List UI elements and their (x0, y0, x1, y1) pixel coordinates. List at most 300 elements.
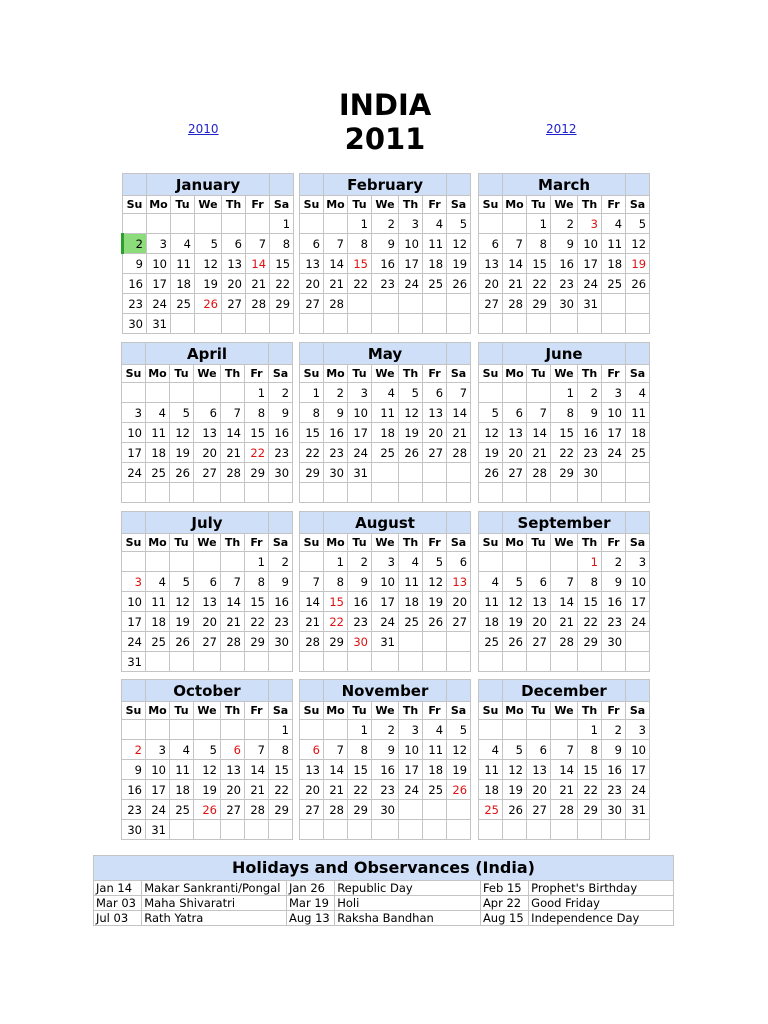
day-cell[interactable]: 25 (170, 800, 194, 820)
day-cell[interactable]: 27 (194, 632, 221, 652)
day-cell[interactable]: 11 (626, 403, 650, 423)
day-cell[interactable]: 15 (324, 592, 348, 612)
day-cell[interactable]: 1 (578, 552, 602, 572)
day-cell[interactable]: 26 (399, 443, 423, 463)
day-cell[interactable]: 29 (300, 463, 324, 483)
day-cell[interactable]: 28 (221, 632, 245, 652)
day-cell[interactable]: 3 (399, 720, 423, 740)
day-cell[interactable]: 2 (602, 720, 626, 740)
day-cell[interactable]: 27 (503, 463, 527, 483)
day-cell[interactable]: 16 (324, 423, 348, 443)
day-cell[interactable]: 13 (300, 760, 324, 780)
day-cell[interactable]: 6 (527, 740, 551, 760)
day-cell[interactable]: 26 (423, 612, 447, 632)
day-cell[interactable]: 3 (122, 403, 146, 423)
day-cell[interactable]: 7 (447, 383, 471, 403)
day-cell[interactable]: 7 (324, 740, 348, 760)
day-cell[interactable]: 30 (348, 632, 372, 652)
day-cell[interactable]: 6 (194, 572, 221, 592)
day-cell[interactable]: 25 (423, 274, 447, 294)
day-cell[interactable]: 25 (146, 463, 170, 483)
day-cell[interactable]: 15 (300, 423, 324, 443)
day-cell[interactable]: 28 (246, 294, 270, 314)
day-cell[interactable]: 30 (602, 800, 626, 820)
day-cell[interactable]: 10 (122, 592, 146, 612)
day-cell[interactable]: 16 (551, 254, 578, 274)
day-cell[interactable]: 31 (372, 632, 399, 652)
day-cell[interactable]: 29 (245, 463, 269, 483)
day-cell[interactable]: 1 (245, 552, 269, 572)
day-cell[interactable]: 6 (221, 740, 245, 760)
day-cell[interactable]: 8 (269, 740, 293, 760)
day-cell[interactable]: 24 (626, 780, 650, 800)
day-cell[interactable]: 11 (146, 592, 170, 612)
day-cell[interactable]: 6 (222, 234, 246, 254)
day-cell[interactable]: 29 (578, 800, 602, 820)
day-cell[interactable]: 7 (245, 740, 269, 760)
day-cell[interactable]: 26 (170, 463, 194, 483)
day-cell[interactable]: 12 (479, 423, 503, 443)
day-cell[interactable]: 17 (372, 592, 399, 612)
day-cell[interactable]: 20 (503, 443, 527, 463)
day-cell[interactable]: 18 (399, 592, 423, 612)
day-cell[interactable]: 21 (245, 780, 269, 800)
day-cell[interactable]: 27 (527, 800, 551, 820)
day-cell[interactable]: 12 (423, 572, 447, 592)
day-cell[interactable]: 18 (170, 780, 194, 800)
day-cell[interactable]: 10 (372, 572, 399, 592)
day-cell[interactable]: 10 (578, 234, 602, 254)
day-cell[interactable]: 2 (578, 383, 602, 403)
day-cell[interactable]: 1 (269, 720, 293, 740)
day-cell[interactable]: 4 (602, 214, 626, 234)
day-cell[interactable]: 28 (527, 463, 551, 483)
day-cell[interactable]: 15 (348, 760, 372, 780)
day-cell[interactable]: 22 (269, 780, 293, 800)
day-cell[interactable]: 27 (221, 800, 245, 820)
day-cell[interactable]: 18 (602, 254, 626, 274)
day-cell[interactable]: 3 (372, 552, 399, 572)
day-cell[interactable]: 9 (122, 760, 146, 780)
day-cell[interactable]: 9 (602, 572, 626, 592)
day-cell[interactable]: 16 (348, 592, 372, 612)
day-cell[interactable]: 4 (170, 740, 194, 760)
day-cell[interactable]: 6 (527, 572, 551, 592)
day-cell[interactable]: 23 (602, 780, 626, 800)
day-cell[interactable]: 13 (221, 760, 245, 780)
day-cell[interactable]: 13 (503, 423, 527, 443)
day-cell[interactable]: 12 (503, 592, 527, 612)
day-cell[interactable]: 20 (300, 780, 324, 800)
day-cell[interactable]: 4 (479, 572, 503, 592)
day-cell[interactable]: 28 (300, 632, 324, 652)
day-cell[interactable]: 17 (626, 592, 650, 612)
day-cell[interactable]: 10 (399, 234, 423, 254)
day-cell[interactable]: 2 (551, 214, 578, 234)
day-cell[interactable]: 21 (246, 274, 270, 294)
day-cell[interactable]: 12 (170, 423, 194, 443)
day-cell[interactable]: 31 (146, 820, 170, 840)
day-cell[interactable]: 12 (194, 760, 221, 780)
day-cell[interactable]: 4 (479, 740, 503, 760)
day-cell[interactable]: 31 (578, 294, 602, 314)
day-cell[interactable]: 3 (146, 740, 170, 760)
day-cell[interactable]: 4 (626, 383, 650, 403)
day-cell[interactable]: 9 (269, 572, 293, 592)
today-cell[interactable]: 2 (123, 234, 147, 254)
day-cell[interactable]: 31 (122, 652, 146, 672)
day-cell[interactable]: 29 (348, 800, 372, 820)
day-cell[interactable]: 26 (195, 294, 222, 314)
day-cell[interactable]: 27 (479, 294, 503, 314)
day-cell[interactable]: 24 (122, 463, 146, 483)
day-cell[interactable]: 22 (324, 612, 348, 632)
day-cell[interactable]: 5 (194, 740, 221, 760)
day-cell[interactable]: 10 (122, 423, 146, 443)
day-cell[interactable]: 6 (423, 383, 447, 403)
day-cell[interactable]: 7 (503, 234, 527, 254)
day-cell[interactable]: 13 (479, 254, 503, 274)
day-cell[interactable]: 31 (626, 800, 650, 820)
day-cell[interactable]: 8 (270, 234, 294, 254)
day-cell[interactable]: 22 (578, 780, 602, 800)
day-cell[interactable]: 12 (447, 740, 471, 760)
day-cell[interactable]: 16 (372, 760, 399, 780)
day-cell[interactable]: 2 (348, 552, 372, 572)
day-cell[interactable]: 7 (246, 234, 270, 254)
day-cell[interactable]: 9 (602, 740, 626, 760)
day-cell[interactable]: 26 (503, 800, 527, 820)
day-cell[interactable]: 15 (348, 254, 372, 274)
day-cell[interactable]: 21 (551, 612, 578, 632)
day-cell[interactable]: 9 (372, 740, 399, 760)
day-cell[interactable]: 8 (348, 740, 372, 760)
day-cell[interactable]: 3 (578, 214, 602, 234)
day-cell[interactable]: 24 (602, 443, 626, 463)
day-cell[interactable]: 28 (324, 800, 348, 820)
day-cell[interactable]: 7 (551, 572, 578, 592)
day-cell[interactable]: 8 (578, 572, 602, 592)
day-cell[interactable]: 19 (447, 254, 471, 274)
day-cell[interactable]: 23 (602, 612, 626, 632)
day-cell[interactable]: 14 (527, 423, 551, 443)
day-cell[interactable]: 17 (626, 760, 650, 780)
day-cell[interactable]: 2 (324, 383, 348, 403)
day-cell[interactable]: 5 (447, 214, 471, 234)
day-cell[interactable]: 17 (602, 423, 626, 443)
day-cell[interactable]: 23 (372, 274, 399, 294)
day-cell[interactable]: 16 (372, 254, 399, 274)
day-cell[interactable]: 11 (479, 760, 503, 780)
day-cell[interactable]: 25 (423, 780, 447, 800)
day-cell[interactable]: 19 (423, 592, 447, 612)
day-cell[interactable]: 8 (324, 572, 348, 592)
day-cell[interactable]: 22 (551, 443, 578, 463)
day-cell[interactable]: 12 (195, 254, 222, 274)
day-cell[interactable]: 7 (324, 234, 348, 254)
day-cell[interactable]: 10 (602, 403, 626, 423)
day-cell[interactable]: 5 (626, 214, 650, 234)
day-cell[interactable]: 19 (503, 780, 527, 800)
day-cell[interactable]: 18 (146, 443, 170, 463)
day-cell[interactable]: 6 (503, 403, 527, 423)
day-cell[interactable]: 16 (123, 274, 147, 294)
day-cell[interactable]: 1 (578, 720, 602, 740)
day-cell[interactable]: 17 (578, 254, 602, 274)
day-cell[interactable]: 23 (269, 443, 293, 463)
day-cell[interactable]: 20 (222, 274, 246, 294)
day-cell[interactable]: 23 (578, 443, 602, 463)
day-cell[interactable]: 24 (122, 632, 146, 652)
day-cell[interactable]: 16 (269, 423, 293, 443)
day-cell[interactable]: 8 (527, 234, 551, 254)
day-cell[interactable]: 26 (170, 632, 194, 652)
day-cell[interactable]: 19 (503, 612, 527, 632)
day-cell[interactable]: 26 (447, 274, 471, 294)
day-cell[interactable]: 8 (245, 403, 269, 423)
day-cell[interactable]: 14 (447, 403, 471, 423)
day-cell[interactable]: 2 (372, 720, 399, 740)
day-cell[interactable]: 29 (527, 294, 551, 314)
day-cell[interactable]: 14 (221, 592, 245, 612)
day-cell[interactable]: 20 (447, 592, 471, 612)
day-cell[interactable]: 9 (551, 234, 578, 254)
day-cell[interactable]: 27 (423, 443, 447, 463)
day-cell[interactable]: 4 (146, 403, 170, 423)
day-cell[interactable]: 2 (602, 552, 626, 572)
day-cell[interactable]: 19 (479, 443, 503, 463)
day-cell[interactable]: 20 (194, 443, 221, 463)
day-cell[interactable]: 11 (170, 760, 194, 780)
day-cell[interactable]: 6 (300, 234, 324, 254)
day-cell[interactable]: 14 (551, 592, 578, 612)
day-cell[interactable]: 30 (123, 314, 147, 334)
day-cell[interactable]: 31 (147, 314, 171, 334)
day-cell[interactable]: 4 (146, 572, 170, 592)
day-cell[interactable]: 28 (503, 294, 527, 314)
day-cell[interactable]: 18 (171, 274, 195, 294)
day-cell[interactable]: 7 (551, 740, 578, 760)
day-cell[interactable]: 29 (269, 800, 293, 820)
day-cell[interactable]: 5 (170, 572, 194, 592)
day-cell[interactable]: 18 (372, 423, 399, 443)
day-cell[interactable]: 25 (399, 612, 423, 632)
day-cell[interactable]: 5 (503, 740, 527, 760)
day-cell[interactable]: 16 (122, 780, 146, 800)
day-cell[interactable]: 13 (447, 572, 471, 592)
day-cell[interactable]: 27 (527, 632, 551, 652)
day-cell[interactable]: 14 (324, 760, 348, 780)
day-cell[interactable]: 25 (626, 443, 650, 463)
day-cell[interactable]: 30 (324, 463, 348, 483)
day-cell[interactable]: 5 (170, 403, 194, 423)
day-cell[interactable]: 24 (626, 612, 650, 632)
day-cell[interactable]: 3 (399, 214, 423, 234)
day-cell[interactable]: 26 (479, 463, 503, 483)
day-cell[interactable]: 29 (245, 632, 269, 652)
day-cell[interactable]: 22 (245, 443, 269, 463)
day-cell[interactable]: 18 (626, 423, 650, 443)
day-cell[interactable]: 4 (399, 552, 423, 572)
day-cell[interactable]: 8 (348, 234, 372, 254)
day-cell[interactable]: 10 (348, 403, 372, 423)
day-cell[interactable]: 13 (527, 592, 551, 612)
day-cell[interactable]: 21 (324, 780, 348, 800)
day-cell[interactable]: 19 (170, 612, 194, 632)
day-cell[interactable]: 3 (122, 572, 146, 592)
day-cell[interactable]: 25 (171, 294, 195, 314)
day-cell[interactable]: 2 (122, 740, 146, 760)
day-cell[interactable]: 19 (170, 443, 194, 463)
day-cell[interactable]: 18 (423, 254, 447, 274)
day-cell[interactable]: 5 (503, 572, 527, 592)
day-cell[interactable]: 10 (147, 254, 171, 274)
day-cell[interactable]: 6 (300, 740, 324, 760)
day-cell[interactable]: 11 (602, 234, 626, 254)
day-cell[interactable]: 14 (245, 760, 269, 780)
day-cell[interactable]: 26 (194, 800, 221, 820)
day-cell[interactable]: 25 (146, 632, 170, 652)
day-cell[interactable]: 11 (423, 740, 447, 760)
day-cell[interactable]: 5 (447, 720, 471, 740)
day-cell[interactable]: 15 (578, 592, 602, 612)
day-cell[interactable]: 2 (269, 383, 293, 403)
day-cell[interactable]: 24 (399, 274, 423, 294)
day-cell[interactable]: 13 (300, 254, 324, 274)
day-cell[interactable]: 29 (324, 632, 348, 652)
day-cell[interactable]: 15 (269, 760, 293, 780)
day-cell[interactable]: 12 (503, 760, 527, 780)
next-year-link[interactable]: 2012 (546, 122, 577, 136)
day-cell[interactable]: 25 (479, 800, 503, 820)
day-cell[interactable]: 28 (551, 632, 578, 652)
day-cell[interactable]: 21 (221, 612, 245, 632)
day-cell[interactable]: 21 (324, 274, 348, 294)
day-cell[interactable]: 28 (324, 294, 348, 314)
day-cell[interactable]: 13 (194, 423, 221, 443)
day-cell[interactable]: 15 (245, 423, 269, 443)
day-cell[interactable]: 1 (324, 552, 348, 572)
day-cell[interactable]: 10 (626, 572, 650, 592)
day-cell[interactable]: 13 (423, 403, 447, 423)
day-cell[interactable]: 1 (348, 214, 372, 234)
day-cell[interactable]: 28 (221, 463, 245, 483)
day-cell[interactable]: 30 (122, 820, 146, 840)
day-cell[interactable]: 20 (527, 780, 551, 800)
day-cell[interactable]: 14 (300, 592, 324, 612)
day-cell[interactable]: 11 (479, 592, 503, 612)
day-cell[interactable]: 12 (447, 234, 471, 254)
day-cell[interactable]: 9 (324, 403, 348, 423)
day-cell[interactable]: 19 (194, 780, 221, 800)
day-cell[interactable]: 15 (578, 760, 602, 780)
day-cell[interactable]: 11 (399, 572, 423, 592)
day-cell[interactable]: 22 (348, 780, 372, 800)
day-cell[interactable]: 7 (221, 572, 245, 592)
day-cell[interactable]: 27 (300, 294, 324, 314)
day-cell[interactable]: 19 (195, 274, 222, 294)
day-cell[interactable]: 23 (348, 612, 372, 632)
day-cell[interactable]: 14 (324, 254, 348, 274)
day-cell[interactable]: 25 (602, 274, 626, 294)
day-cell[interactable]: 9 (123, 254, 147, 274)
day-cell[interactable]: 6 (447, 552, 471, 572)
day-cell[interactable]: 26 (503, 632, 527, 652)
day-cell[interactable]: 4 (171, 234, 195, 254)
day-cell[interactable]: 6 (194, 403, 221, 423)
day-cell[interactable]: 10 (399, 740, 423, 760)
day-cell[interactable]: 17 (146, 780, 170, 800)
day-cell[interactable]: 23 (372, 780, 399, 800)
day-cell[interactable]: 24 (348, 443, 372, 463)
day-cell[interactable]: 13 (527, 760, 551, 780)
day-cell[interactable]: 19 (447, 760, 471, 780)
day-cell[interactable]: 3 (147, 234, 171, 254)
day-cell[interactable]: 24 (399, 780, 423, 800)
day-cell[interactable]: 25 (479, 632, 503, 652)
day-cell[interactable]: 14 (503, 254, 527, 274)
day-cell[interactable]: 16 (269, 592, 293, 612)
day-cell[interactable]: 30 (578, 463, 602, 483)
day-cell[interactable]: 13 (194, 592, 221, 612)
day-cell[interactable]: 21 (503, 274, 527, 294)
day-cell[interactable]: 8 (578, 740, 602, 760)
day-cell[interactable]: 5 (399, 383, 423, 403)
day-cell[interactable]: 12 (399, 403, 423, 423)
day-cell[interactable]: 16 (602, 760, 626, 780)
day-cell[interactable]: 14 (551, 760, 578, 780)
day-cell[interactable]: 18 (479, 612, 503, 632)
day-cell[interactable]: 20 (479, 274, 503, 294)
day-cell[interactable]: 7 (221, 403, 245, 423)
day-cell[interactable]: 1 (300, 383, 324, 403)
day-cell[interactable]: 21 (527, 443, 551, 463)
day-cell[interactable]: 30 (269, 463, 293, 483)
day-cell[interactable]: 20 (221, 780, 245, 800)
day-cell[interactable]: 1 (270, 214, 294, 234)
day-cell[interactable]: 18 (423, 760, 447, 780)
day-cell[interactable]: 30 (372, 800, 399, 820)
day-cell[interactable]: 16 (578, 423, 602, 443)
day-cell[interactable]: 27 (194, 463, 221, 483)
day-cell[interactable]: 9 (348, 572, 372, 592)
day-cell[interactable]: 11 (171, 254, 195, 274)
day-cell[interactable]: 12 (626, 234, 650, 254)
day-cell[interactable]: 27 (300, 800, 324, 820)
day-cell[interactable]: 8 (300, 403, 324, 423)
day-cell[interactable]: 23 (551, 274, 578, 294)
day-cell[interactable]: 19 (626, 254, 650, 274)
day-cell[interactable]: 25 (372, 443, 399, 463)
day-cell[interactable]: 1 (551, 383, 578, 403)
day-cell[interactable]: 4 (423, 720, 447, 740)
day-cell[interactable]: 5 (479, 403, 503, 423)
day-cell[interactable]: 24 (578, 274, 602, 294)
day-cell[interactable]: 9 (372, 234, 399, 254)
day-cell[interactable]: 26 (626, 274, 650, 294)
previous-year-link[interactable]: 2010 (188, 122, 219, 136)
day-cell[interactable]: 17 (399, 254, 423, 274)
day-cell[interactable]: 8 (245, 572, 269, 592)
day-cell[interactable]: 29 (551, 463, 578, 483)
day-cell[interactable]: 17 (147, 274, 171, 294)
day-cell[interactable]: 21 (551, 780, 578, 800)
day-cell[interactable]: 11 (423, 234, 447, 254)
day-cell[interactable]: 30 (602, 632, 626, 652)
day-cell[interactable]: 10 (146, 760, 170, 780)
day-cell[interactable]: 19 (399, 423, 423, 443)
day-cell[interactable]: 11 (372, 403, 399, 423)
